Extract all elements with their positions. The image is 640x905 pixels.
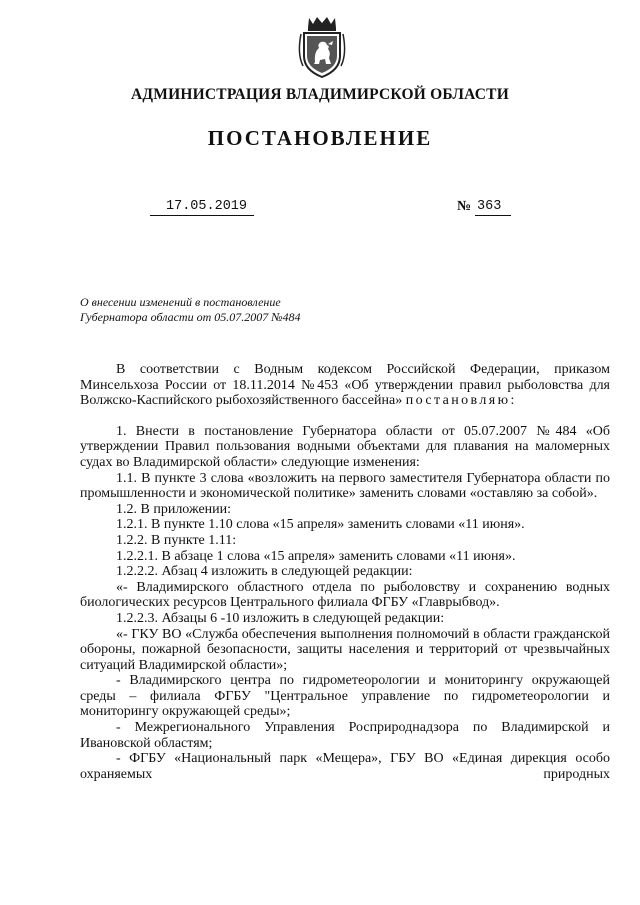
preamble-text: В соответствии с Водным кодексом Российской Федерации, приказом Минсельхоза России от 18.11.2014 №453 «Об утверждении правил рыболовства для Волжско-Каспийского рыбохозяйственного бассейна» <box>80 362 610 409</box>
paragraph-item: 1.2. В приложении: <box>116 501 232 517</box>
document-number: 363 <box>475 199 511 216</box>
paragraph-item: 1.2.2.1. В абзаце 1 слова «15 апреля» заменить словами «11 июня». <box>116 548 516 564</box>
document-number-label: № <box>457 199 472 214</box>
paragraph-item: 1.1. В пункте 3 слова «возложить на первого заместителя Губернатора области по промышленности и экономической политике» заменить словами «оставляю за собой». <box>80 470 610 502</box>
paragraph-item: - ФГБУ «Национальный парк «Мещера», ГБУ ВО «Единая дирекция особо охраняемых природных <box>80 751 610 782</box>
document-body <box>80 362 610 782</box>
paragraph-item: - Владимирского центра по гидрометеорологии и мониторингу окружающей среды – филиала ФГБУ "Центральное управление по гидрометеорологии и мониторингу окружающей среды»; <box>80 673 610 720</box>
paragraph-item: - Межрегионального Управления Росприроднадзора по Владимирской и Ивановской областям; <box>80 720 610 751</box>
resolve-keyword: постановляю: <box>405 393 517 409</box>
paragraph-item: 1.2.1. В пункте 1.10 слова «15 апреля» заменить словами «11 июня». <box>116 517 525 533</box>
paragraph-item: «- ГКУ ВО «Служба обеспечения выполнения полномочий в области гражданской обороны, пожарной безопасности, защиты населения и территорий от чрезвычайных ситуаций Владимирской области»; <box>80 626 610 673</box>
paragraph-item: «- Владимирского областного отдела по рыболовству и сохранению водных биологических ресурсов Центрального филиала ФГБУ «Главрыбвод». <box>80 579 610 611</box>
paragraph-item: 1. Внести в постановление Губернатора области от 05.07.2007 №484 «Об утверждении Правил пользования водными объектами для плавания на маломерных судах во Владимирской области» следующие изменения: <box>80 423 610 470</box>
paragraph-item: 1.2.2. В пункте 1.11: <box>116 532 237 548</box>
document-subject <box>80 295 400 325</box>
document-date: 17.05.2019 <box>150 199 254 216</box>
coat-of-arms-icon <box>295 14 349 80</box>
organization-name: АДМИНИСТРАЦИЯ ВЛАДИМИРСКОЙ ОБЛАСТИ <box>131 86 509 103</box>
paragraph-item: 1.2.2.3. Абзацы 6 -10 изложить в следующей редакции: <box>116 610 445 626</box>
preamble-paragraph <box>80 362 610 409</box>
subject-line: Губернатора области от 05.07.2007 №484 <box>80 310 301 324</box>
paragraph-item: 1.2.2.2. Абзац 4 изложить в следующей редакции: <box>116 564 413 580</box>
subject-line: О внесении изменений в постановление <box>80 295 281 309</box>
document-type-title: ПОСТАНОВЛЕНИЕ <box>207 126 433 150</box>
